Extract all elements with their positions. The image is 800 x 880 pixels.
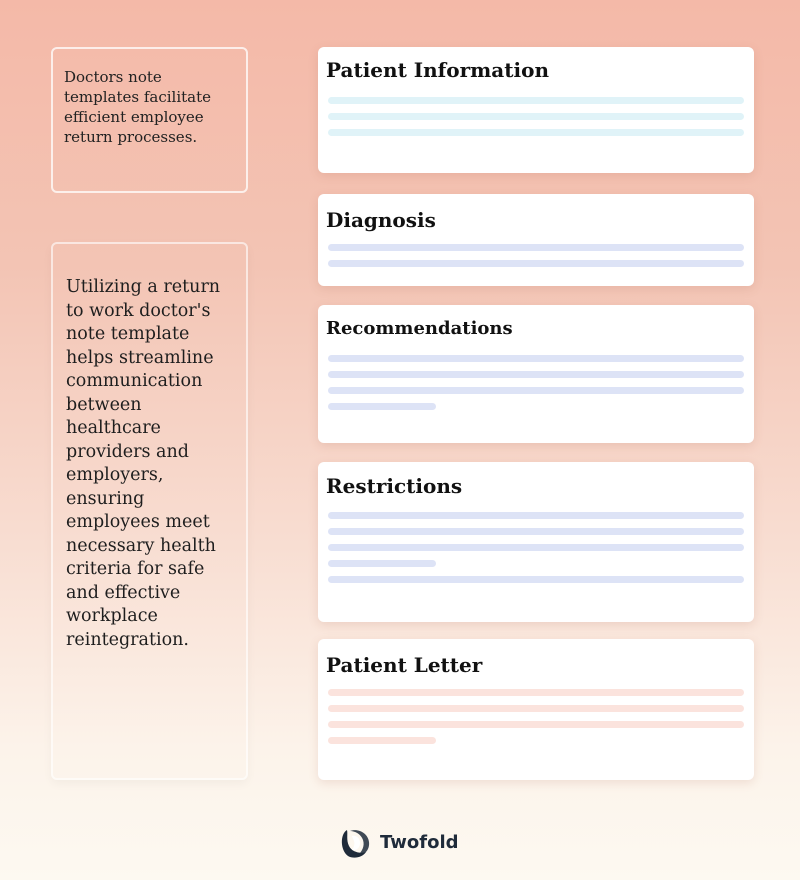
placeholder-line	[328, 244, 744, 251]
patient-letter-title: Patient Letter	[326, 653, 483, 677]
patient-letter-card	[318, 639, 754, 780]
placeholder-line	[328, 97, 744, 104]
placeholder-line	[328, 260, 744, 267]
placeholder-line	[328, 355, 744, 362]
placeholder-line	[328, 576, 744, 583]
placeholder-line	[328, 387, 744, 394]
restrictions-title: Restrictions	[326, 474, 463, 498]
summary-note-text: Doctors note templates facilitate efficient employee return processes.	[64, 68, 212, 146]
patient-information-card	[318, 47, 754, 173]
recommendations-title: Recommendations	[326, 318, 513, 339]
detail-note-text: Utilizing a return to work doctor's note template helps streamline communication between healthcare providers and employers, ensuring employees meet necessary health criteria for safe and effective workplace reintegration.	[66, 277, 221, 650]
placeholder-line	[328, 512, 744, 519]
placeholder-line	[328, 403, 436, 410]
twofold-logo-icon	[338, 826, 372, 860]
diagnosis-title: Diagnosis	[326, 208, 436, 232]
placeholder-line	[328, 737, 436, 744]
placeholder-line	[328, 705, 744, 712]
recommendations-card	[318, 305, 754, 443]
detail-note-box	[51, 242, 248, 780]
placeholder-line	[328, 528, 744, 535]
summary-note-box	[51, 47, 248, 193]
placeholder-line	[328, 371, 744, 378]
placeholder-line	[328, 113, 744, 120]
placeholder-line	[328, 721, 744, 728]
placeholder-line	[328, 129, 744, 136]
patient-information-title: Patient Information	[326, 58, 549, 82]
restrictions-card	[318, 462, 754, 622]
placeholder-line	[328, 689, 744, 696]
diagnosis-card	[318, 194, 754, 286]
brand-name: Twofold	[380, 832, 459, 853]
placeholder-line	[328, 544, 744, 551]
placeholder-line	[328, 560, 436, 567]
